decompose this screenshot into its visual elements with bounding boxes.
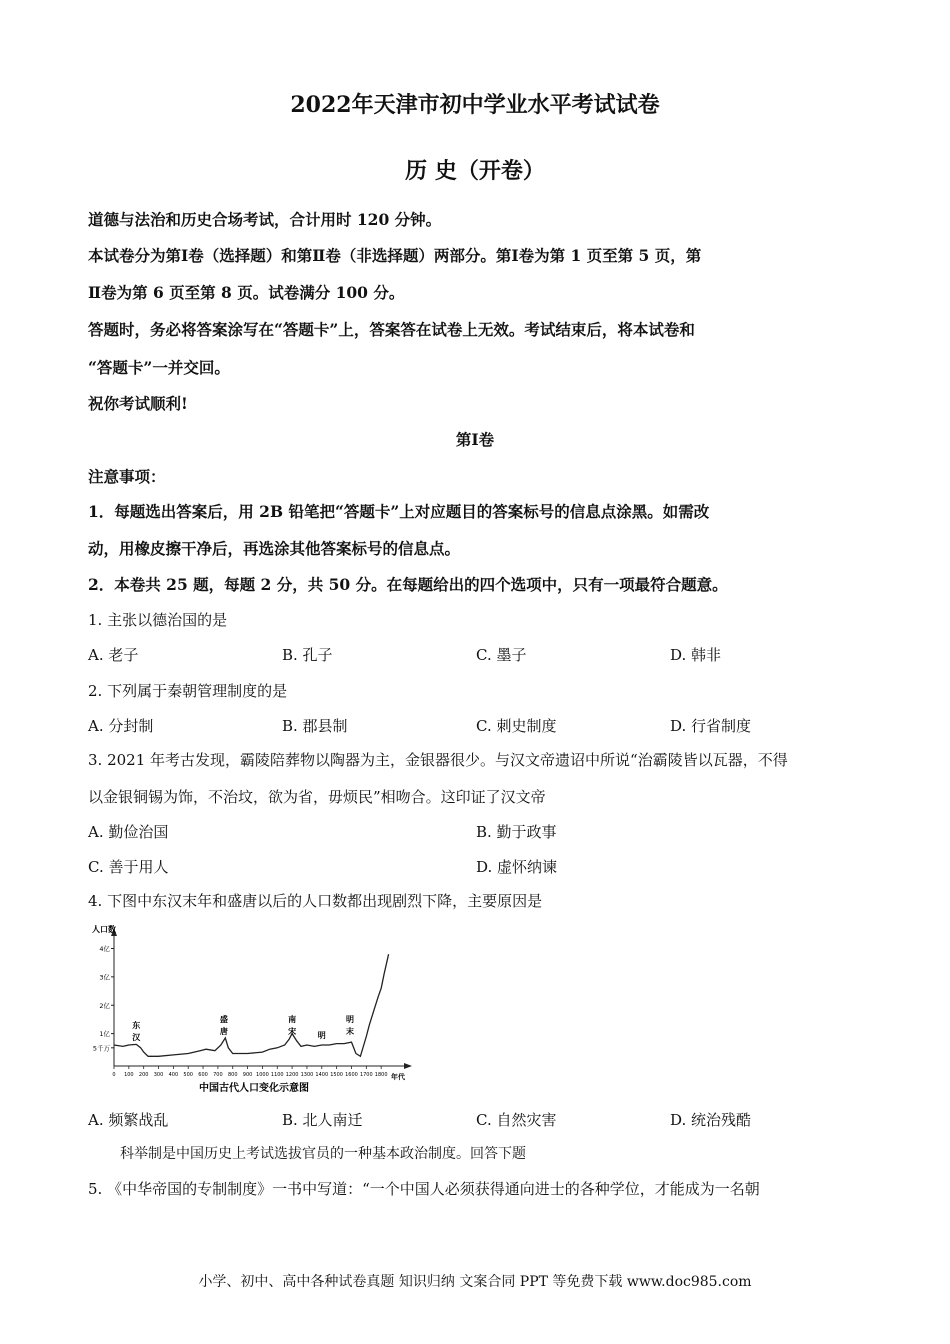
question-4-option-a: A. 频繁战乱 xyxy=(88,1111,169,1129)
intro-line-3a: 答题时，务必将答案涂写在“答题卡”上，答案答在试卷上无效。考试结束后，将本试卷和 xyxy=(88,320,695,339)
x-tick-label: 1500 xyxy=(330,1072,343,1078)
question-1-option-a: A. 老子 xyxy=(88,646,139,664)
question-5-stem: 5. 《中华帝国的专制制度》一书中写道：“一个中国人必须获得通向进士的各种学位，才能成为一名朝 xyxy=(88,1180,760,1198)
y-tick-label: 4亿 xyxy=(99,945,110,954)
page-footer: 小学、初中、高中各种试卷真题 知识归纳 文案合同 PPT 等免费下载 www.doc985.com xyxy=(198,1274,752,1290)
question-3-stem-line-2: 以金银铜锡为饰，不治坟，欲为省，毋烦民”相吻合。这印证了汉文帝 xyxy=(88,788,546,806)
x-tick-label: 1000 xyxy=(256,1072,269,1078)
x-tick-label: 600 xyxy=(198,1072,208,1078)
chart-title: 中国古代人口变化示意图 xyxy=(199,1083,309,1094)
x-tick-label: 100 xyxy=(124,1072,134,1078)
question-1-option-c: C. 墨子 xyxy=(476,646,527,664)
exam-subtitle: 历 史（开卷） xyxy=(405,158,545,184)
population-chart xyxy=(86,920,422,1096)
x-tick-label: 900 xyxy=(242,1072,253,1078)
x-tick-label: 1100 xyxy=(270,1072,284,1078)
x-tick-label: 1600 xyxy=(345,1072,358,1078)
passage-text: 科举制是中国历史上考试选拔官员的一种基本政治制度。回答下题 xyxy=(120,1146,526,1162)
x-axis-arrow xyxy=(404,1063,412,1069)
section-title: 第Ⅰ卷 xyxy=(455,430,495,449)
annotation-label: 南宋 xyxy=(288,1015,297,1036)
annotation-label: 东汉 xyxy=(132,1021,141,1042)
x-tick-label: 700 xyxy=(213,1072,223,1078)
x-tick-label: 1400 xyxy=(315,1072,329,1078)
y-tick-label: 2亿 xyxy=(99,1001,110,1010)
population-line-0 xyxy=(114,954,389,1056)
question-2-stem: 2. 下列属于秦朝管理制度的是 xyxy=(88,682,288,700)
question-2-option-b: B. 郡县制 xyxy=(282,717,348,735)
x-tick-label: 1200 xyxy=(285,1072,299,1078)
x-tick-label: 200 xyxy=(138,1072,149,1078)
question-3-option-d: D. 虚怀纳谏 xyxy=(476,858,558,876)
question-3-option-a: A. 勤俭治国 xyxy=(88,823,169,841)
y-axis-label: 人口数 xyxy=(92,925,116,934)
question-1-option-b: B. 孔子 xyxy=(282,646,333,664)
question-1-option-d: D. 韩非 xyxy=(670,646,722,664)
intro-line-3b: “答题卡”一并交回。 xyxy=(88,358,230,377)
note-2: 2．本卷共 25 题，每题 2 分，共 50 分。在每题给出的四个选项中，只有一项最符合题意。 xyxy=(88,575,728,594)
question-4-option-b: B. 北人南迁 xyxy=(282,1111,363,1129)
intro-line-2b: Ⅱ卷为第 6 页至第 8 页。试卷满分 100 分。 xyxy=(88,283,405,302)
question-2-option-c: C. 刺史制度 xyxy=(476,717,557,735)
x-tick-label: 1700 xyxy=(359,1072,373,1078)
annotation-label: 盛唐 xyxy=(219,1015,228,1036)
notes-title: 注意事项： xyxy=(88,467,166,486)
intro-line-1: 道德与法治和历史合场考试，合计用时 120 分钟。 xyxy=(88,210,442,229)
question-4-option-d: D. 统治残酷 xyxy=(670,1111,752,1129)
annotation-label: 明 xyxy=(317,1031,326,1040)
note-1b: 动，用橡皮擦干净后，再选涂其他答案标号的信息点。 xyxy=(88,539,461,558)
y-tick-label: 5千万 xyxy=(92,1044,110,1053)
y-tick-label: 1亿 xyxy=(99,1030,110,1039)
annotation-label: 明末 xyxy=(345,1015,354,1036)
question-3-stem-line-1: 3. 2021 年考古发现，霸陵陪葬物以陶器为主，金银器很少。与汉文帝遗诏中所说“治霸陵皆以瓦器，不得 xyxy=(88,751,788,769)
intro-line-4: 祝你考试顺利! xyxy=(88,394,188,413)
question-3-option-b: B. 勤于政事 xyxy=(476,823,557,841)
intro-line-2a: 本试卷分为第Ⅰ卷（选择题）和第Ⅱ卷（非选择题）两部分。第Ⅰ卷为第 1 页至第 5 页，第 xyxy=(88,246,702,265)
x-axis-label: 年代 xyxy=(391,1073,405,1081)
note-1a: 1．每题选出答案后，用 2B 铅笔把“答题卡”上对应题目的答案标号的信息点涂黑。如需改 xyxy=(88,502,710,521)
x-tick-label: 300 xyxy=(153,1072,164,1078)
x-tick-label: 400 xyxy=(168,1072,179,1078)
question-4-option-c: C. 自然灾害 xyxy=(476,1111,557,1129)
question-1-stem: 1. 主张以德治国的是 xyxy=(88,611,228,629)
y-tick-label: 3亿 xyxy=(99,973,110,982)
question-2-option-a: A. 分封制 xyxy=(88,717,154,735)
x-tick-label: 1800 xyxy=(374,1072,388,1078)
question-4-stem: 4. 下图中东汉末年和盛唐以后的人口数都出现剧烈下降，主要原因是 xyxy=(88,892,543,910)
x-tick-label: 500 xyxy=(183,1072,193,1078)
x-tick-label: 800 xyxy=(227,1072,238,1078)
question-2-option-d: D. 行省制度 xyxy=(670,717,752,735)
question-3-option-c: C. 善于用人 xyxy=(88,858,169,876)
exam-title: 2022年天津市初中学业水平考试试卷 xyxy=(290,92,660,118)
x-tick-label: 1300 xyxy=(300,1072,314,1078)
x-tick-label: 0 xyxy=(112,1072,116,1078)
